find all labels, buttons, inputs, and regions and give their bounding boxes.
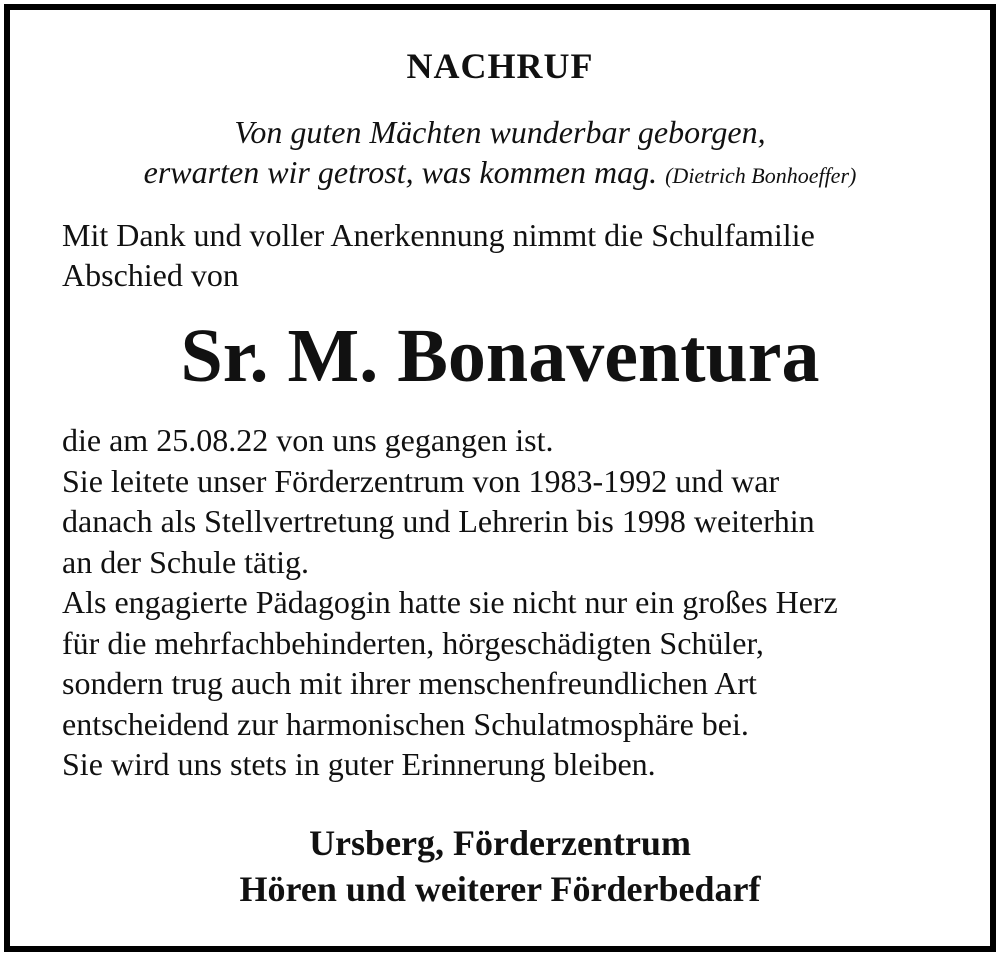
deceased-name: Sr. M. Bonaventura — [180, 314, 820, 398]
body-line: danach als Stellvertretung und Lehrerin bis 1998 weiterhin — [62, 503, 815, 539]
obituary-body — [62, 420, 962, 785]
quote-attribution: (Dietrich Bonhoeffer) — [665, 163, 857, 188]
intro-line-2: Abschied von — [62, 257, 239, 293]
signature-line-2: Hören und weiterer Förderbedarf — [239, 869, 761, 909]
body-line: sondern trug auch mit ihrer menschenfreundlichen Art — [62, 665, 757, 701]
notice-heading: NACHRUF — [406, 46, 594, 86]
intro-text — [62, 215, 942, 295]
body-line: Sie wird uns stets in guter Erinnerung bleiben. — [62, 746, 656, 782]
body-line: entscheidend zur harmonischen Schulatmosphäre bei. — [62, 705, 749, 742]
body-line: Sie leitete unser Förderzentrum von 1983-1992 und war — [62, 462, 780, 499]
body-line: für die mehrfachbehinderten, hörgeschädigten Schüler, — [62, 624, 764, 661]
quote-line-1: Von guten Mächten wunderbar geborgen, — [234, 114, 766, 150]
bonhoeffer-quote — [10, 112, 990, 196]
obituary-notice — [4, 4, 996, 952]
body-line: die am 25.08.22 von uns gegangen ist. — [62, 422, 554, 458]
quote-line-2 — [10, 152, 990, 196]
signature-line-1: Ursberg, Förderzentrum — [309, 823, 691, 863]
quote-line-2-text: erwarten wir getrost, was kommen mag. — [143, 154, 658, 190]
body-line: Als engagierte Pädagogin hatte sie nicht nur ein großes Herz — [62, 584, 838, 620]
intro-line-1: Mit Dank und voller Anerkennung nimmt die Schulfamilie — [62, 217, 815, 253]
body-line: an der Schule tätig. — [62, 543, 310, 580]
signature-block — [10, 820, 990, 912]
